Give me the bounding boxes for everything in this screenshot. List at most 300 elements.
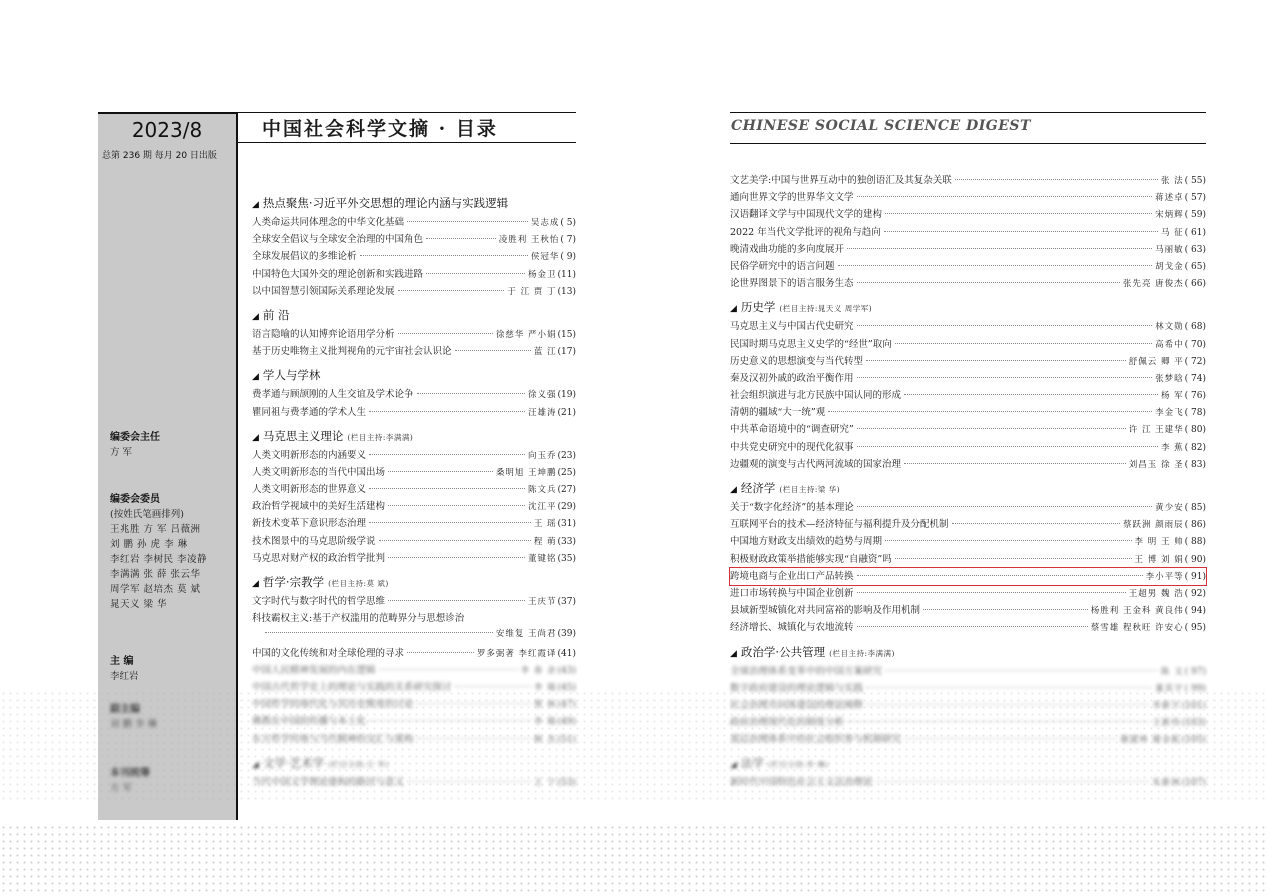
toc-entry — [252, 248, 576, 265]
entry-author: 黄少安 — [1155, 503, 1184, 513]
dot-leader — [885, 670, 1158, 671]
entry-page: ( 70) — [1184, 339, 1206, 350]
toc-entry — [730, 663, 1206, 680]
entry-page: (51) — [557, 734, 576, 745]
section-note: (栏目主持:莫 斌) — [328, 579, 389, 588]
toc-entry — [252, 515, 576, 532]
entry-author: 向玉乔 — [528, 450, 557, 461]
entry-author: 蒋述卓 — [1155, 193, 1184, 204]
entry-title: 通向世界文学的世界华文文学 — [730, 192, 854, 204]
entry-author: 李 春 余 — [520, 665, 557, 676]
entry-title: 技术图景中的马克思阶级学说 — [252, 535, 376, 547]
dot-leader — [885, 213, 1152, 214]
entry-title: 全球安全倡议与全球安全治理的中国角色 — [252, 234, 424, 246]
dot-leader — [857, 626, 1088, 627]
entry-author: 张 法 — [1160, 176, 1184, 186]
entry-page: (45) — [557, 682, 576, 693]
toc-entry — [730, 585, 1206, 602]
dot-leader — [866, 360, 1126, 361]
entry-title: 人类文明新形态的内涵要义 — [252, 449, 367, 461]
entry-author: 董其宇 — [1155, 683, 1184, 694]
entry-page: ( 88) — [1184, 537, 1206, 548]
entry-title: 中共革命语境中的“调查研究” — [730, 424, 854, 436]
toc-entry — [730, 602, 1206, 619]
entry-author: 吴志成 — [530, 218, 560, 228]
entry-page: ( 72) — [1184, 356, 1206, 367]
issue-number: 2023/8 — [98, 112, 236, 144]
entry-page: (29) — [557, 502, 576, 513]
dot-leader — [895, 343, 1152, 344]
entry-page: ( 63) — [1184, 244, 1206, 255]
entry-title: 数字政府建设的理论逻辑与实践 — [730, 682, 864, 694]
dot-leader — [857, 592, 1126, 593]
section-title: 历史学 — [740, 300, 776, 315]
section-note: (栏目主持:李 琳) — [767, 760, 829, 770]
entry-author: 徐义强 — [528, 390, 557, 401]
toc-entry — [730, 318, 1206, 335]
entry-author: 蓝 江 — [533, 347, 557, 358]
entry-author: 罗多弼著 李红霞译 — [476, 648, 557, 659]
entry-page: ( 78) — [1184, 408, 1206, 419]
entry-title: 中共党史研究中的现代化叙事 — [730, 441, 854, 453]
entry-author: 蔡雪雄 程秋旺 许安心 — [1090, 623, 1184, 634]
entry-page: (31) — [557, 519, 576, 530]
entry-title: 政府治理现代化的制度分析 — [730, 717, 845, 729]
dot-leader — [426, 238, 496, 239]
members-row: 周学军 赵培杰 莫 斌 — [110, 584, 201, 595]
entry-title: 经济增长、城镇化与农地流转 — [730, 622, 854, 634]
dot-leader — [955, 179, 1158, 180]
entry-title: 互联网平台的技术—经济特征与福利提升及分配机制 — [730, 519, 949, 531]
entry-author: 宋炳辉 — [1155, 210, 1184, 221]
toc-entry — [252, 593, 576, 610]
entry-page: ( 66) — [1184, 279, 1206, 290]
toc-entry — [730, 275, 1206, 292]
entry-author: 李 瑞 — [533, 682, 557, 693]
entry-author: 王庆节 — [528, 597, 557, 607]
entry-page: (25) — [557, 467, 576, 478]
toc-entry — [730, 241, 1206, 258]
entry-page: (43) — [557, 665, 576, 676]
entry-author: 王超男 魏 浩 — [1128, 588, 1184, 599]
entry-author: 侯冠华 — [530, 252, 560, 263]
entry-author: 李 明 王 帅 — [1134, 537, 1184, 548]
entry-author: 董键铭 — [528, 553, 557, 564]
entry-page: ( 85) — [1184, 503, 1206, 513]
entry-title: 民国时期马克思主义史学的“经世”取向 — [730, 338, 892, 350]
toc-entry — [252, 533, 576, 550]
entry-author: 徐慈华 严小娟 — [495, 329, 557, 340]
editor-title: 主 编 — [110, 656, 134, 667]
members-row: 李红岩 李树民 李凌静 — [110, 554, 208, 565]
toc-entry — [730, 353, 1206, 370]
toc-entry — [252, 627, 576, 644]
deputy-title: 副主编 — [110, 704, 140, 715]
entry-title: 关于“数字化经济”的基本理论 — [730, 502, 854, 513]
entry-author: 舒佩云 卿 平 — [1128, 356, 1184, 367]
director-title: 编委会主任 — [110, 432, 160, 443]
entry-title: 跨境电商与企业出口产品转换 — [730, 570, 854, 582]
dot-leader — [369, 522, 531, 523]
toc-entry — [252, 662, 576, 679]
toc-entry — [730, 499, 1206, 516]
entry-author: 汪雄涛 — [528, 407, 557, 418]
entry-title: 全球治理体系变革中的中国方案研究 — [730, 665, 883, 677]
office-names: 方 军 — [110, 783, 133, 794]
dot-leader — [884, 231, 1158, 232]
toc-entry — [252, 214, 576, 231]
section-title: 文学·艺术学 — [262, 755, 325, 770]
entry-title: 县域新型城镇化对共同富裕的影响及作用机制 — [730, 605, 921, 617]
section-title: 前 沿 — [262, 307, 290, 322]
director-names: 方 军 — [110, 447, 133, 458]
entry-title: 秦及汉初外戚的政治平衡作用 — [730, 372, 854, 384]
triangle-icon: ◢ — [252, 432, 259, 443]
section-title: 学人与学林 — [262, 368, 321, 383]
header-underline — [236, 142, 576, 143]
entry-author: 陈 文 — [1160, 666, 1184, 677]
entry-author: 马 征 — [1160, 227, 1184, 238]
entry-title: 瞿同祖与费孝通的学术人生 — [252, 406, 367, 418]
entry-author: 桑明旭 王坤鹏 — [495, 467, 557, 478]
toc-entry — [252, 550, 576, 567]
entry-page: ( 90) — [1184, 554, 1206, 565]
dot-leader — [407, 652, 474, 653]
chief-editor-block — [110, 654, 234, 684]
header-rule — [236, 112, 576, 113]
dot-leader — [904, 394, 1158, 395]
section-heading — [252, 428, 576, 444]
toc-entry — [730, 421, 1206, 438]
entry-author: 王 宁 — [533, 777, 557, 788]
entry-page: ( 82) — [1184, 442, 1206, 453]
section-title: 马克思主义理论 — [262, 428, 344, 443]
toc-entry — [730, 224, 1206, 241]
toc-entry — [252, 404, 576, 421]
entry-title: 科技霸权主义:基于产权滥用的范畴界分与思想诊治 — [252, 613, 465, 625]
toc-entry — [730, 439, 1206, 456]
entry-author: 李金飞 — [1155, 408, 1184, 419]
section-title: 哲学·宗教学 — [262, 575, 325, 589]
toc-entry — [252, 266, 576, 283]
dot-leader — [847, 248, 1152, 249]
toc-entry — [252, 231, 576, 248]
entry-author: 凌胜利 王秋怡 — [498, 235, 560, 246]
section-heading — [252, 307, 576, 323]
toc-entry — [730, 551, 1206, 568]
dot-leader — [866, 687, 1152, 688]
toc-entry — [730, 404, 1206, 421]
entry-page: (23) — [557, 450, 576, 461]
dot-leader — [379, 540, 531, 541]
entry-title: 新技术变革下意识形态治理 — [252, 518, 367, 530]
toc-entry — [252, 283, 576, 300]
entry-title: 中国的文化传统和对全球伦理的寻求 — [252, 647, 405, 659]
entry-author: 李小平等 — [1145, 571, 1184, 582]
entry-title: 汉语翻译文学与中国现代文学的建构 — [730, 209, 883, 221]
dot-leader — [388, 600, 525, 601]
triangle-icon: ◢ — [730, 760, 737, 771]
entry-page: (41) — [557, 648, 576, 659]
entry-title: 边疆观的演变与古代两河流域的国家治理 — [730, 458, 902, 470]
dot-leader — [398, 290, 505, 291]
entry-author: 胡戈金 — [1155, 261, 1184, 272]
entry-page: (21) — [557, 407, 576, 418]
entry-title: 佛教在中国的传播与本土化 — [252, 716, 367, 728]
entry-author: 蔡 林 — [533, 700, 557, 711]
entry-title: 中国地方财政支出绩效的趋势与周期 — [730, 536, 883, 548]
entry-author: 许 江 王建华 — [1128, 425, 1184, 436]
section-title: 经济学 — [740, 481, 776, 495]
entry-page: ( 7) — [560, 235, 576, 246]
entry-title: 清朝的疆域“大一统”观 — [730, 407, 826, 419]
entry-author: 马丽敏 — [1155, 244, 1184, 255]
entry-page: ( 94) — [1184, 606, 1206, 617]
dot-leader — [407, 221, 528, 222]
toc-entry — [730, 370, 1206, 387]
section-heading — [252, 574, 576, 590]
entry-page: ( 68) — [1184, 322, 1206, 333]
entry-page: (101) — [1181, 700, 1206, 711]
entry-title: 2022 年当代文学批评的视角与趋向 — [730, 226, 881, 238]
entry-title: 民俗学研究中的语言问题 — [730, 260, 835, 272]
dot-leader — [857, 575, 1143, 576]
entry-title: 进口市场转换与中国企业创新 — [730, 587, 854, 599]
entry-author: 张先亮 唐俊杰 — [1122, 279, 1184, 290]
section-note: (栏目主持:李满满) — [347, 432, 414, 442]
dot-leader — [857, 506, 1152, 507]
triangle-icon: ◢ — [252, 372, 259, 383]
entry-author: 陈文兵 — [528, 485, 557, 496]
entry-page: (11) — [557, 269, 576, 280]
entry-title: 基于历史唯物主义批判视角的元宇宙社会认识论 — [252, 346, 452, 358]
entry-page: (13) — [557, 286, 576, 297]
entry-author: 王 博 刘 娟 — [1134, 554, 1184, 565]
entry-page: (39) — [557, 629, 576, 640]
entry-title: 中国哲学的现代化与其历史维度的讨论 — [252, 699, 414, 711]
entry-page: (33) — [557, 536, 576, 547]
entry-page: ( 55) — [1184, 176, 1206, 186]
entry-author: 林文勋 — [1155, 322, 1184, 333]
toc-entry — [730, 456, 1206, 473]
toc-entry — [252, 464, 576, 481]
dot-leader — [398, 333, 493, 334]
dot-leader — [388, 471, 493, 472]
entry-author: 李 瑞 — [533, 717, 557, 728]
entry-title: 积极财政政策举措能够实现“自融资”吗 — [730, 553, 892, 565]
entry-page: ( 80) — [1184, 425, 1206, 436]
entry-title: 全球发展倡议的多维论析 — [252, 251, 357, 263]
dot-leader — [857, 428, 1126, 429]
entry-title: 中国特色大国外交的理论创新和实践进路 — [252, 268, 424, 280]
dot-leader — [952, 523, 1120, 524]
section-heading — [252, 195, 576, 211]
dot-leader — [426, 273, 525, 274]
toc-entry — [730, 619, 1206, 636]
members-row: 王兆胜 方 军 吕薇洲 — [110, 524, 201, 535]
triangle-icon: ◢ — [730, 485, 737, 495]
entry-page: (15) — [557, 329, 576, 340]
entry-author: 朱新林 — [1152, 778, 1181, 789]
dot-leader — [857, 325, 1153, 326]
issue-subtitle: 总第 236 期 每月 20 日出版 — [102, 151, 217, 161]
entry-author: 杨 军 — [1160, 391, 1184, 402]
entry-page: ( 61) — [1184, 227, 1206, 238]
dot-leader — [857, 196, 1153, 197]
entry-page: (105) — [1181, 735, 1206, 746]
dot-leader — [857, 446, 1158, 447]
entry-page: (37) — [557, 597, 576, 607]
toc-entry — [252, 447, 576, 464]
entry-title: 新时代中国特色社会主义法治理论 — [730, 777, 873, 789]
section-note: (栏目主持:李满满) — [829, 648, 895, 658]
entry-page: (47) — [557, 700, 576, 711]
entry-page: ( 86) — [1184, 520, 1206, 531]
members-row: 李满满 张 薛 张云华 — [110, 569, 201, 580]
entry-title: 政治哲学视域中的美好生活建构 — [252, 501, 386, 513]
header-rule-right — [730, 112, 1206, 113]
entry-page: ( 99) — [1184, 683, 1206, 694]
entry-page: ( 92) — [1184, 588, 1206, 599]
entry-title: 社会组织演进与北方民族中国认同的形成 — [730, 390, 902, 402]
scan-noise — [0, 690, 1268, 800]
entry-author: 王新伟 — [1152, 718, 1181, 729]
dot-leader — [369, 454, 525, 455]
entry-author: 王 瑶 — [533, 519, 557, 530]
dot-leader — [265, 632, 493, 633]
entry-page: ( 76) — [1184, 391, 1206, 402]
entry-title: 中国古代哲学史上的理论与实践的关系研究探讨 — [252, 681, 452, 693]
dot-leader — [455, 350, 531, 351]
entry-title: 费孝通与顾颉刚的人生交谊及学术论争 — [252, 389, 414, 401]
entry-author: 刘昌玉 徐 圣 — [1128, 459, 1184, 470]
entry-author: 李新宇 — [1152, 700, 1181, 711]
dot-leader — [904, 463, 1126, 464]
dot-leader — [857, 282, 1120, 283]
entry-page: ( 59) — [1184, 210, 1206, 221]
dot-leader — [857, 377, 1153, 378]
entry-author: 于 江 贾 丁 — [507, 286, 557, 297]
section-note: (栏目主持:晁天义 周学军) — [779, 304, 873, 314]
entry-title: 历史意义的思想演变与当代转型 — [730, 355, 864, 367]
entry-title: 人类命运共同体理念的中华文化基础 — [252, 217, 405, 228]
toc-entry — [252, 610, 576, 627]
dot-leader — [923, 609, 1088, 610]
entry-author: 杨金卫 — [528, 269, 557, 280]
entry-title: 当代中国文学理论建构的路径与意义 — [252, 776, 405, 788]
entry-page: (35) — [557, 553, 576, 564]
toc-entry — [730, 172, 1206, 189]
entry-title: 马克思主义与中国古代史研究 — [730, 321, 854, 333]
entry-title: 马克思对财产权的政治哲学批判 — [252, 552, 386, 564]
entry-author: 谢建林 谢金彪 — [1120, 735, 1181, 746]
members-title: 编委会委员 — [110, 494, 160, 505]
triangle-icon: ◢ — [252, 759, 259, 770]
toc-entry — [730, 516, 1206, 533]
entry-title: 文艺美学:中国与世界互动中的独创语汇及其复杂关联 — [730, 175, 952, 186]
entry-title: 语言隐喻的认知博弈论语用学分析 — [252, 328, 395, 340]
editorial-members-block — [110, 492, 234, 612]
toc-entry — [730, 206, 1206, 223]
toc-entry — [730, 533, 1206, 550]
section-title: 法学 — [740, 756, 764, 771]
toc-entry — [730, 336, 1206, 353]
toc-entry — [252, 645, 576, 662]
scan-noise — [0, 824, 1268, 896]
toc-entry — [730, 387, 1206, 404]
entry-author: 沈江平 — [528, 502, 557, 513]
toc-entry — [730, 189, 1206, 206]
dot-leader — [369, 488, 525, 489]
dot-leader — [360, 255, 528, 256]
dot-leader — [885, 540, 1132, 541]
dot-leader — [388, 557, 525, 558]
toc-entry — [252, 481, 576, 498]
section-heading — [730, 644, 1206, 660]
members-row: 刘 鹏 孙 虎 李 琳 — [110, 539, 188, 550]
entry-title: 中国人民精神发展的内在逻辑 — [252, 664, 376, 676]
section-heading — [730, 480, 1206, 496]
entry-page: (103) — [1181, 718, 1206, 729]
toc-entry — [252, 498, 576, 515]
section-note: (栏目主持:王 华) — [328, 759, 389, 769]
triangle-icon: ◢ — [252, 579, 259, 589]
section-note: (栏目主持:梁 华) — [779, 485, 841, 494]
triangle-icon: ◢ — [252, 311, 259, 322]
entry-page: ( 97) — [1184, 666, 1206, 677]
editorial-director-block — [110, 430, 234, 460]
members-row: 晁天义 梁 华 — [110, 599, 168, 610]
entry-author: 蔡跃洲 颜雨辰 — [1122, 520, 1184, 531]
entry-page: ( 95) — [1184, 623, 1206, 634]
toc-entry — [730, 568, 1206, 585]
header-underline-right — [730, 143, 1206, 144]
section-title: 政治学·公共管理 — [740, 644, 826, 659]
entry-title: 基层治理体系中的社会组织参与机制研究 — [730, 734, 902, 746]
office-title: 本刊统筹 — [110, 768, 150, 779]
dot-leader — [369, 411, 525, 412]
entry-title: 晚清戏曲功能的多向度展开 — [730, 243, 845, 255]
page-title-cn: 中国社会科学文摘 · 目录 — [262, 118, 498, 140]
entry-title: 人类文明新形态的当代中国出场 — [252, 466, 386, 478]
entry-page: ( 74) — [1184, 373, 1206, 384]
entry-page: ( 5) — [560, 218, 576, 228]
entry-page: (53) — [557, 777, 576, 788]
section-heading — [730, 299, 1206, 315]
entry-author: 安维复 王尚君 — [495, 629, 557, 640]
entry-page: (19) — [557, 390, 576, 401]
entry-title: 东方哲学传统与当代精神的交汇与重构 — [252, 733, 414, 745]
entry-title: 人类文明新形态的世界意义 — [252, 484, 367, 496]
entry-author: 程 萌 — [533, 536, 557, 547]
entry-author: 韩 杰 — [533, 734, 557, 745]
dot-leader — [379, 669, 518, 670]
dot-leader — [388, 505, 525, 506]
entry-page: ( 91) — [1184, 571, 1206, 582]
dot-leader — [838, 265, 1153, 266]
entry-page: (49) — [557, 717, 576, 728]
editor-name: 李红岩 — [110, 671, 139, 682]
triangle-icon: ◢ — [730, 648, 737, 659]
entry-page: ( 83) — [1184, 459, 1206, 470]
section-heading — [252, 367, 576, 383]
entry-title: 文字时代与数字时代的哲学思维 — [252, 596, 386, 607]
entry-title: 论世界图景下的语言服务生态 — [730, 278, 854, 290]
entry-title: 以中国智慧引领国际关系理论发展 — [252, 285, 395, 297]
entry-page: ( 57) — [1184, 193, 1206, 204]
triangle-icon: ◢ — [252, 200, 259, 210]
entry-page: (17) — [557, 347, 576, 358]
